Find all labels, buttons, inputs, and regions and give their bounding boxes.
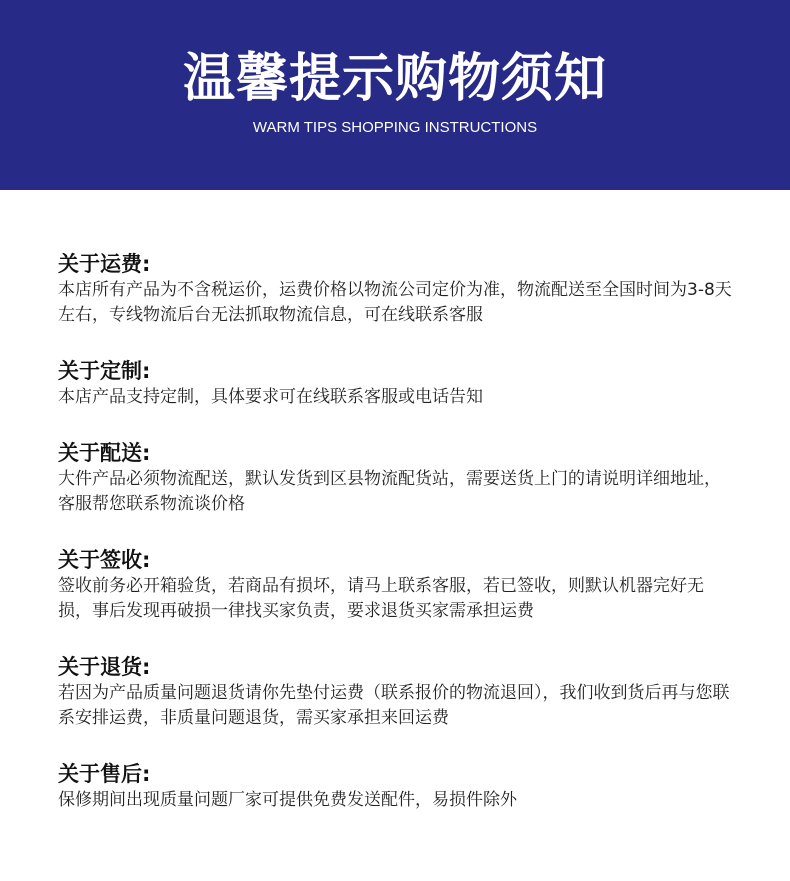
section-body: 保修期间出现质量问题厂家可提供免费发送配件，易损件除外 <box>58 790 517 810</box>
section-body: 签收前务必开箱验货，若商品有损坏，请马上联系客服，若已签收，则默认机器完好无损，事后发现再破损一律找买家负责，要求退货买家需承担运费 <box>58 576 704 621</box>
section-delivery <box>58 439 732 517</box>
section-title: 关于签收: <box>58 548 151 572</box>
section-body: 本店所有产品为不含税运价，运费价格以物流公司定价为准，物流配送至全国时间为3-8天左右，专线物流后台无法抓取物流信息，可在线联系客服 <box>58 280 732 325</box>
page-title: 温馨提示购物须知 <box>182 49 607 109</box>
section-body: 大件产品必须物流配送，默认发货到区县物流配货站，需要送货上门的请说明详细地址，客服帮您联系物流谈价格 <box>58 469 721 514</box>
section-title: 关于退货: <box>58 655 151 679</box>
section-title: 关于售后: <box>58 762 151 786</box>
section-title: 关于定制: <box>58 359 151 383</box>
header-banner <box>0 0 790 190</box>
section-body: 本店产品支持定制，具体要求可在线联系客服或电话告知 <box>58 387 483 407</box>
section-receipt <box>58 546 732 624</box>
section-returns <box>58 653 732 731</box>
section-title: 关于运费: <box>58 252 151 276</box>
section-customization <box>58 357 732 410</box>
section-title: 关于配送: <box>58 441 151 465</box>
section-after-sales <box>58 760 732 813</box>
page-subtitle: WARM TIPS SHOPPING INSTRUCTIONS <box>252 119 538 136</box>
section-body: 若因为产品质量问题退货请你先垫付运费（联系报价的物流退回），我们收到货后再与您联系安排运费，非质量问题退货，需买家承担来回运费 <box>58 683 730 728</box>
notice-sections <box>0 190 790 813</box>
section-shipping-fee <box>58 250 732 328</box>
